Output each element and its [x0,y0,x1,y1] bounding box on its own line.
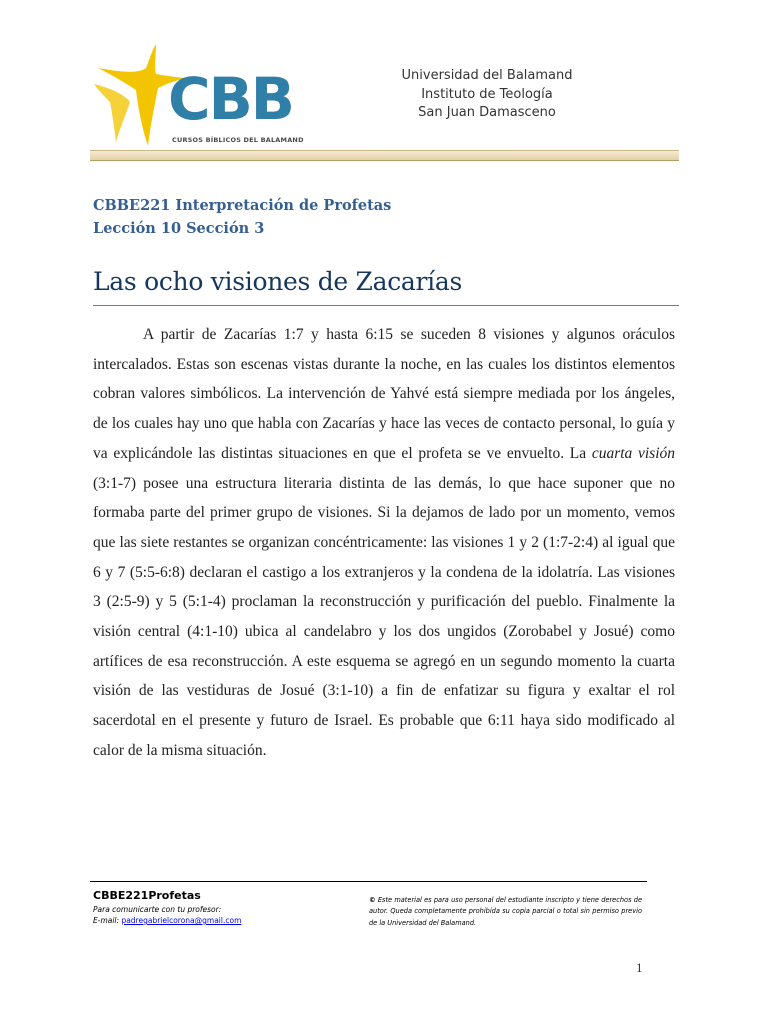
cbb-logo [90,42,302,154]
header-bar [90,150,679,161]
institution-line: San Juan Damasceno [418,105,556,120]
footer-contact-label: Para comunicarte con tu profesor: [93,905,222,914]
copyright-text: Este material es para uso personal del estudiante inscripto y tiene derechos de autor. Queda completamente prohibida su copia parcial o total sin permiso previo de la Universidad del Balamand. [369,896,642,927]
footer-divider [90,881,647,882]
institution-line: Universidad del Balamand [401,68,573,83]
body-paragraph [93,320,675,766]
email-link[interactable]: padregabrielcorona@gmail.com [121,916,242,925]
page-title: Las ocho visiones de Zacarías [93,267,463,296]
body-text-italic: cuarta visión [591,444,675,462]
footer-copyright [369,895,642,929]
title-divider [93,305,679,306]
body-text-part1: A partir de Zacarías 1:7 y hasta 6:15 se suceden 8 visiones y algunos oráculos intercalados. Estas son escenas vistas durante la noche, en las cuales los distintos elementos cobran valores simbólicos. La intervención de Yahvé está siempre mediada por los ángeles, de los cuales hay uno que habla con Zacarías y hace las veces de contacto personal, lo guía y va explicándole las distintas situaciones en que el profeta se ve envuelto. La [93,326,675,462]
footer-email-label: E-mail: [93,916,122,925]
copyright-icon: © [369,896,376,904]
body-text-part2: (3:1-7) posee una estructura literaria distinta de las demás, lo que hace suponer que no formaba parte del primer grupo de visiones. Si la dejamos de lado por un momento, vemos que las siete restantes se organizan concéntricamente: las visiones 1 y 2 (1:7-2:4) al igual que 6 y 7 (5:5-6:8) declaran el castigo a los extranjeros y la condena de la idolatría. Las visiones 3 (2:5-9) y 5 (5:1-4) proclaman la reconstrucción y purificación del pueblo. Finalmente la visión central (4:1-10) ubica al candelabro y los dos ungidos (Zorobabel y Josué) como artífices de esa reconstrucción. A este esquema se agregó en un segundo momento la cuarta visión de las vestiduras de Josué (3:1-10) a fin de enfatizar su figura y exaltar el rol sacerdotal en el presente y futuro de Israel. Es probable que 6:11 haya sido modificado al calor de la misma situación. [93,474,675,759]
footer-contact [93,888,241,926]
footer-email-row [93,915,241,926]
footer-course-code: CBBE221Profetas [93,889,201,902]
logo-subtitle: CURSOS BÍBLICOS DEL BALAMAND [172,136,304,144]
institution-line: Instituto de Teología [421,86,553,102]
course-code: CBBE221 Interpretación de Profetas [93,197,392,214]
course-heading [93,194,391,240]
institution-block [372,67,602,123]
logo-text: CBB [168,65,293,133]
lesson-section: Lección 10 Sección 3 [93,220,265,237]
page-number: 1 [636,960,643,975]
